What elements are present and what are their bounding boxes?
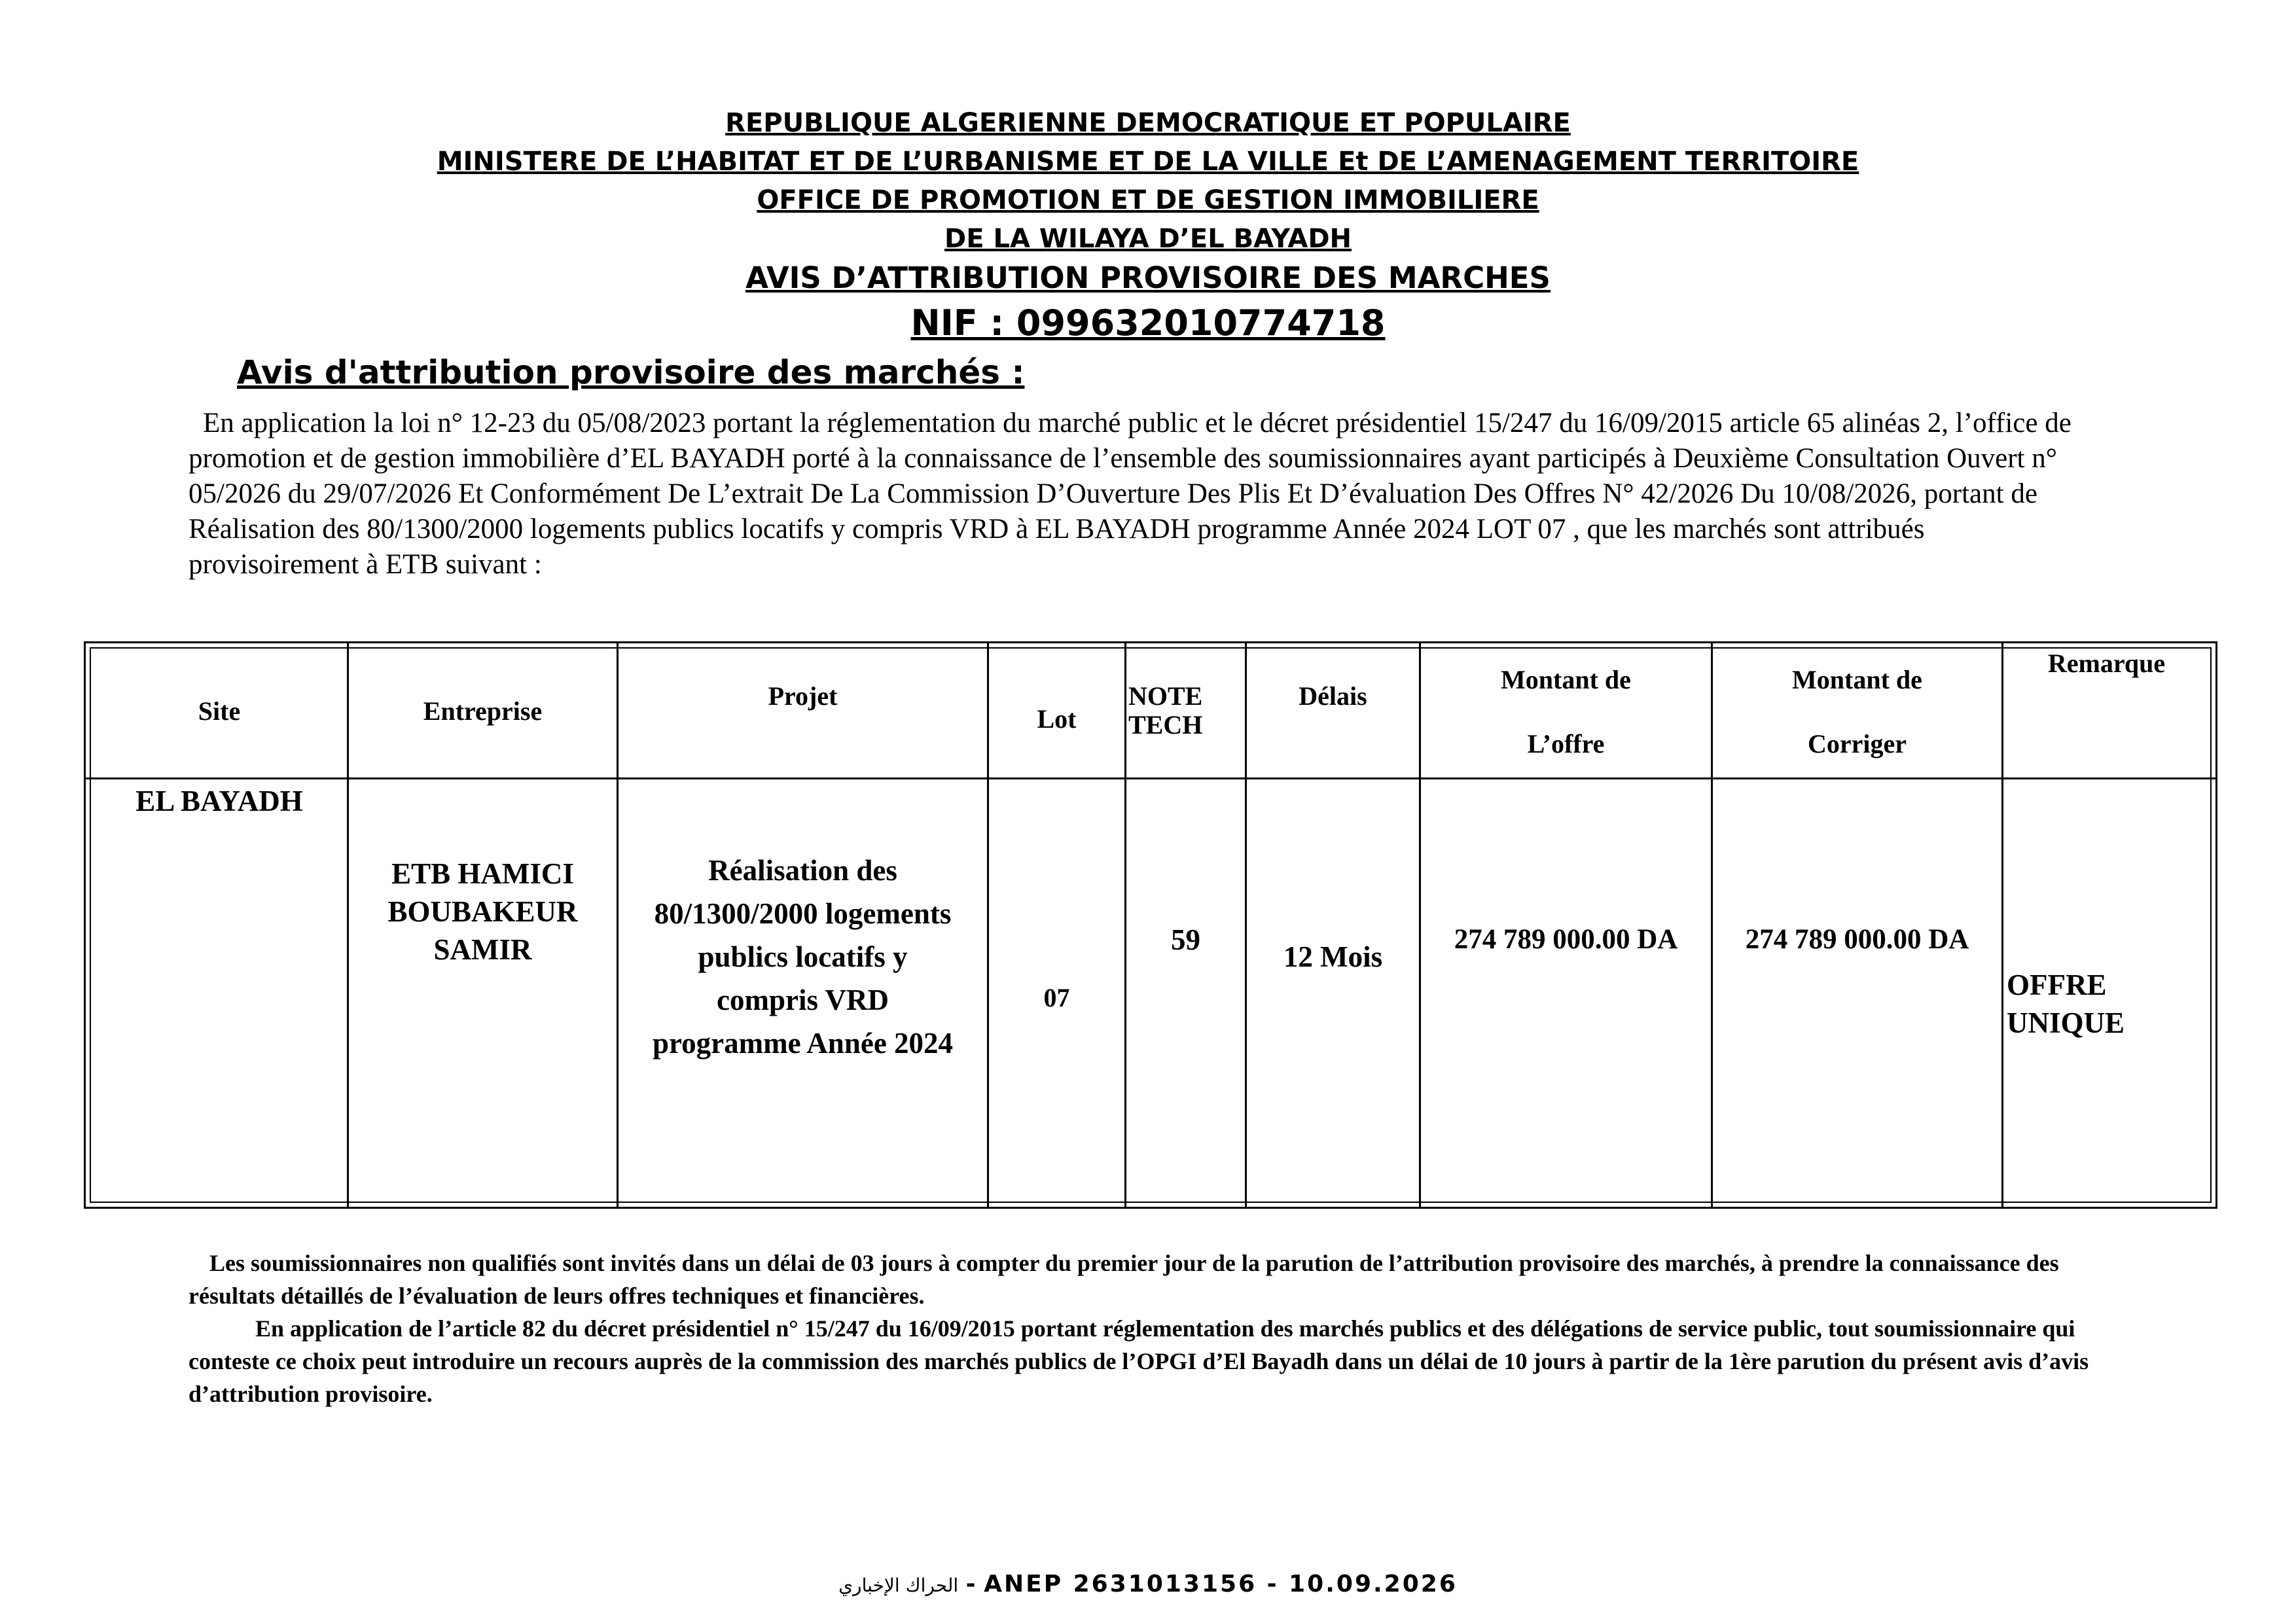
header-republique: REPUBLIQUE ALGERIENNE DEMOCRATIQUE ET POPULAIRE	[725, 108, 1571, 138]
cell-projet: Réalisation des 80/1300/2000 logements publics locatifs y compris VRD programme Année 2024	[652, 854, 954, 1060]
col-header-montant-offre: Montant de L’offre	[1501, 665, 1631, 758]
col-header-note-tech: NOTE TECH	[1128, 681, 1203, 740]
publication-stamp	[0, 1571, 2296, 1597]
header-wilaya: DE LA WILAYA D’EL BAYADH	[944, 224, 1352, 254]
header-nif: NIF : 099632010774718	[910, 302, 1386, 344]
cell-note-tech: 59	[1171, 923, 1200, 956]
footer-notice	[188, 1247, 2106, 1410]
cell-remarque: OFFRE UNIQUE	[2007, 969, 2125, 1039]
cell-lot: 07	[1043, 983, 1070, 1012]
table-divider	[2001, 641, 2003, 1209]
stamp-arabic-label: الحراك الإخباري	[838, 1575, 959, 1596]
col-header-remarque: Remarque	[2047, 649, 2166, 678]
col-header-site: Site	[198, 696, 241, 726]
stamp-reference: - ANEP 2631013156 - 10.09.2026	[965, 1571, 1458, 1597]
header-ministere: MINISTERE DE L’HABITAT ET DE L’URBANISME ET DE LA VILLE Et DE L’AMENAGEMENT TERRITOIRE	[437, 147, 1859, 177]
header-avis-title: AVIS D’ATTRIBUTION PROVISOIRE DES MARCHES	[745, 260, 1551, 295]
table-divider	[1245, 641, 1247, 1209]
col-header-montant-corriger: Montant de Corriger	[1792, 665, 1922, 758]
col-header-projet: Projet	[768, 681, 838, 711]
col-header-lot: Lot	[1037, 704, 1077, 734]
cell-montant-offre: 274 789 000.00 DA	[1454, 924, 1678, 955]
cell-entreprise: ETB HAMICI BOUBAKEUR SAMIR	[387, 857, 578, 966]
footer-paragraph-1: Les soumissionnaires non qualifiés sont invités dans un délai de 03 jours à compter du premier jour de la parution de l’attribution provisoire des marchés, à prendre la connaissance des résultats détaillés de l’évaluation de leurs offres techniques et financières.	[188, 1250, 2059, 1309]
cell-montant-corriger: 274 789 000.00 DA	[1745, 924, 1969, 955]
col-header-entreprise: Entreprise	[423, 696, 543, 726]
table-divider	[84, 777, 2217, 779]
footer-paragraph-2: En application de l’article 82 du décret présidentiel n° 15/247 du 16/09/2015 portant réglementation des marchés publics et des délégations de service public, tout soumissionnaire qui conteste ce choix peut introduire un recours auprès de la commission des marchés publics de l’OPGI d’El Bayadh dans un délai de 10 jours à partir de la 1ère parution du présent avis d’avis d’attribution provisoire.	[188, 1315, 2089, 1407]
cell-site: EL BAYADH	[135, 785, 303, 817]
intro-paragraph: En application la loi n° 12-23 du 05/08/2023 portant la réglementation du marché public et le décret présidentiel 15/247 du 16/09/2015 article 65 alinéas 2, l’office de promotion et de gestion immobilière d’EL BAYADH porté à la connaissance de l’ensemble des soumissionnaires ayant participés à Deuxième Consultation Ouvert n° 05/2026 du 29/07/2026 Et Conformément De L’extrait De La Commission D’Ouverture Des Plis Et D’évaluation Des Offres N° 42/2026 Du 10/08/2026, portant de Réalisation des 80/1300/2000 logements publics locatifs y compris VRD à EL BAYADH programme Année 2024 LOT 07 , que les marchés sont attribués provisoirement à ETB suivant :	[188, 408, 2072, 580]
cell-delais: 12 Mois	[1283, 940, 1383, 973]
col-header-delais: Délais	[1299, 681, 1367, 711]
section-subtitle: Avis d'attribution provisoire des marchés :	[237, 353, 1025, 391]
header-office: OFFICE DE PROMOTION ET DE GESTION IMMOBILIERE	[757, 185, 1539, 215]
